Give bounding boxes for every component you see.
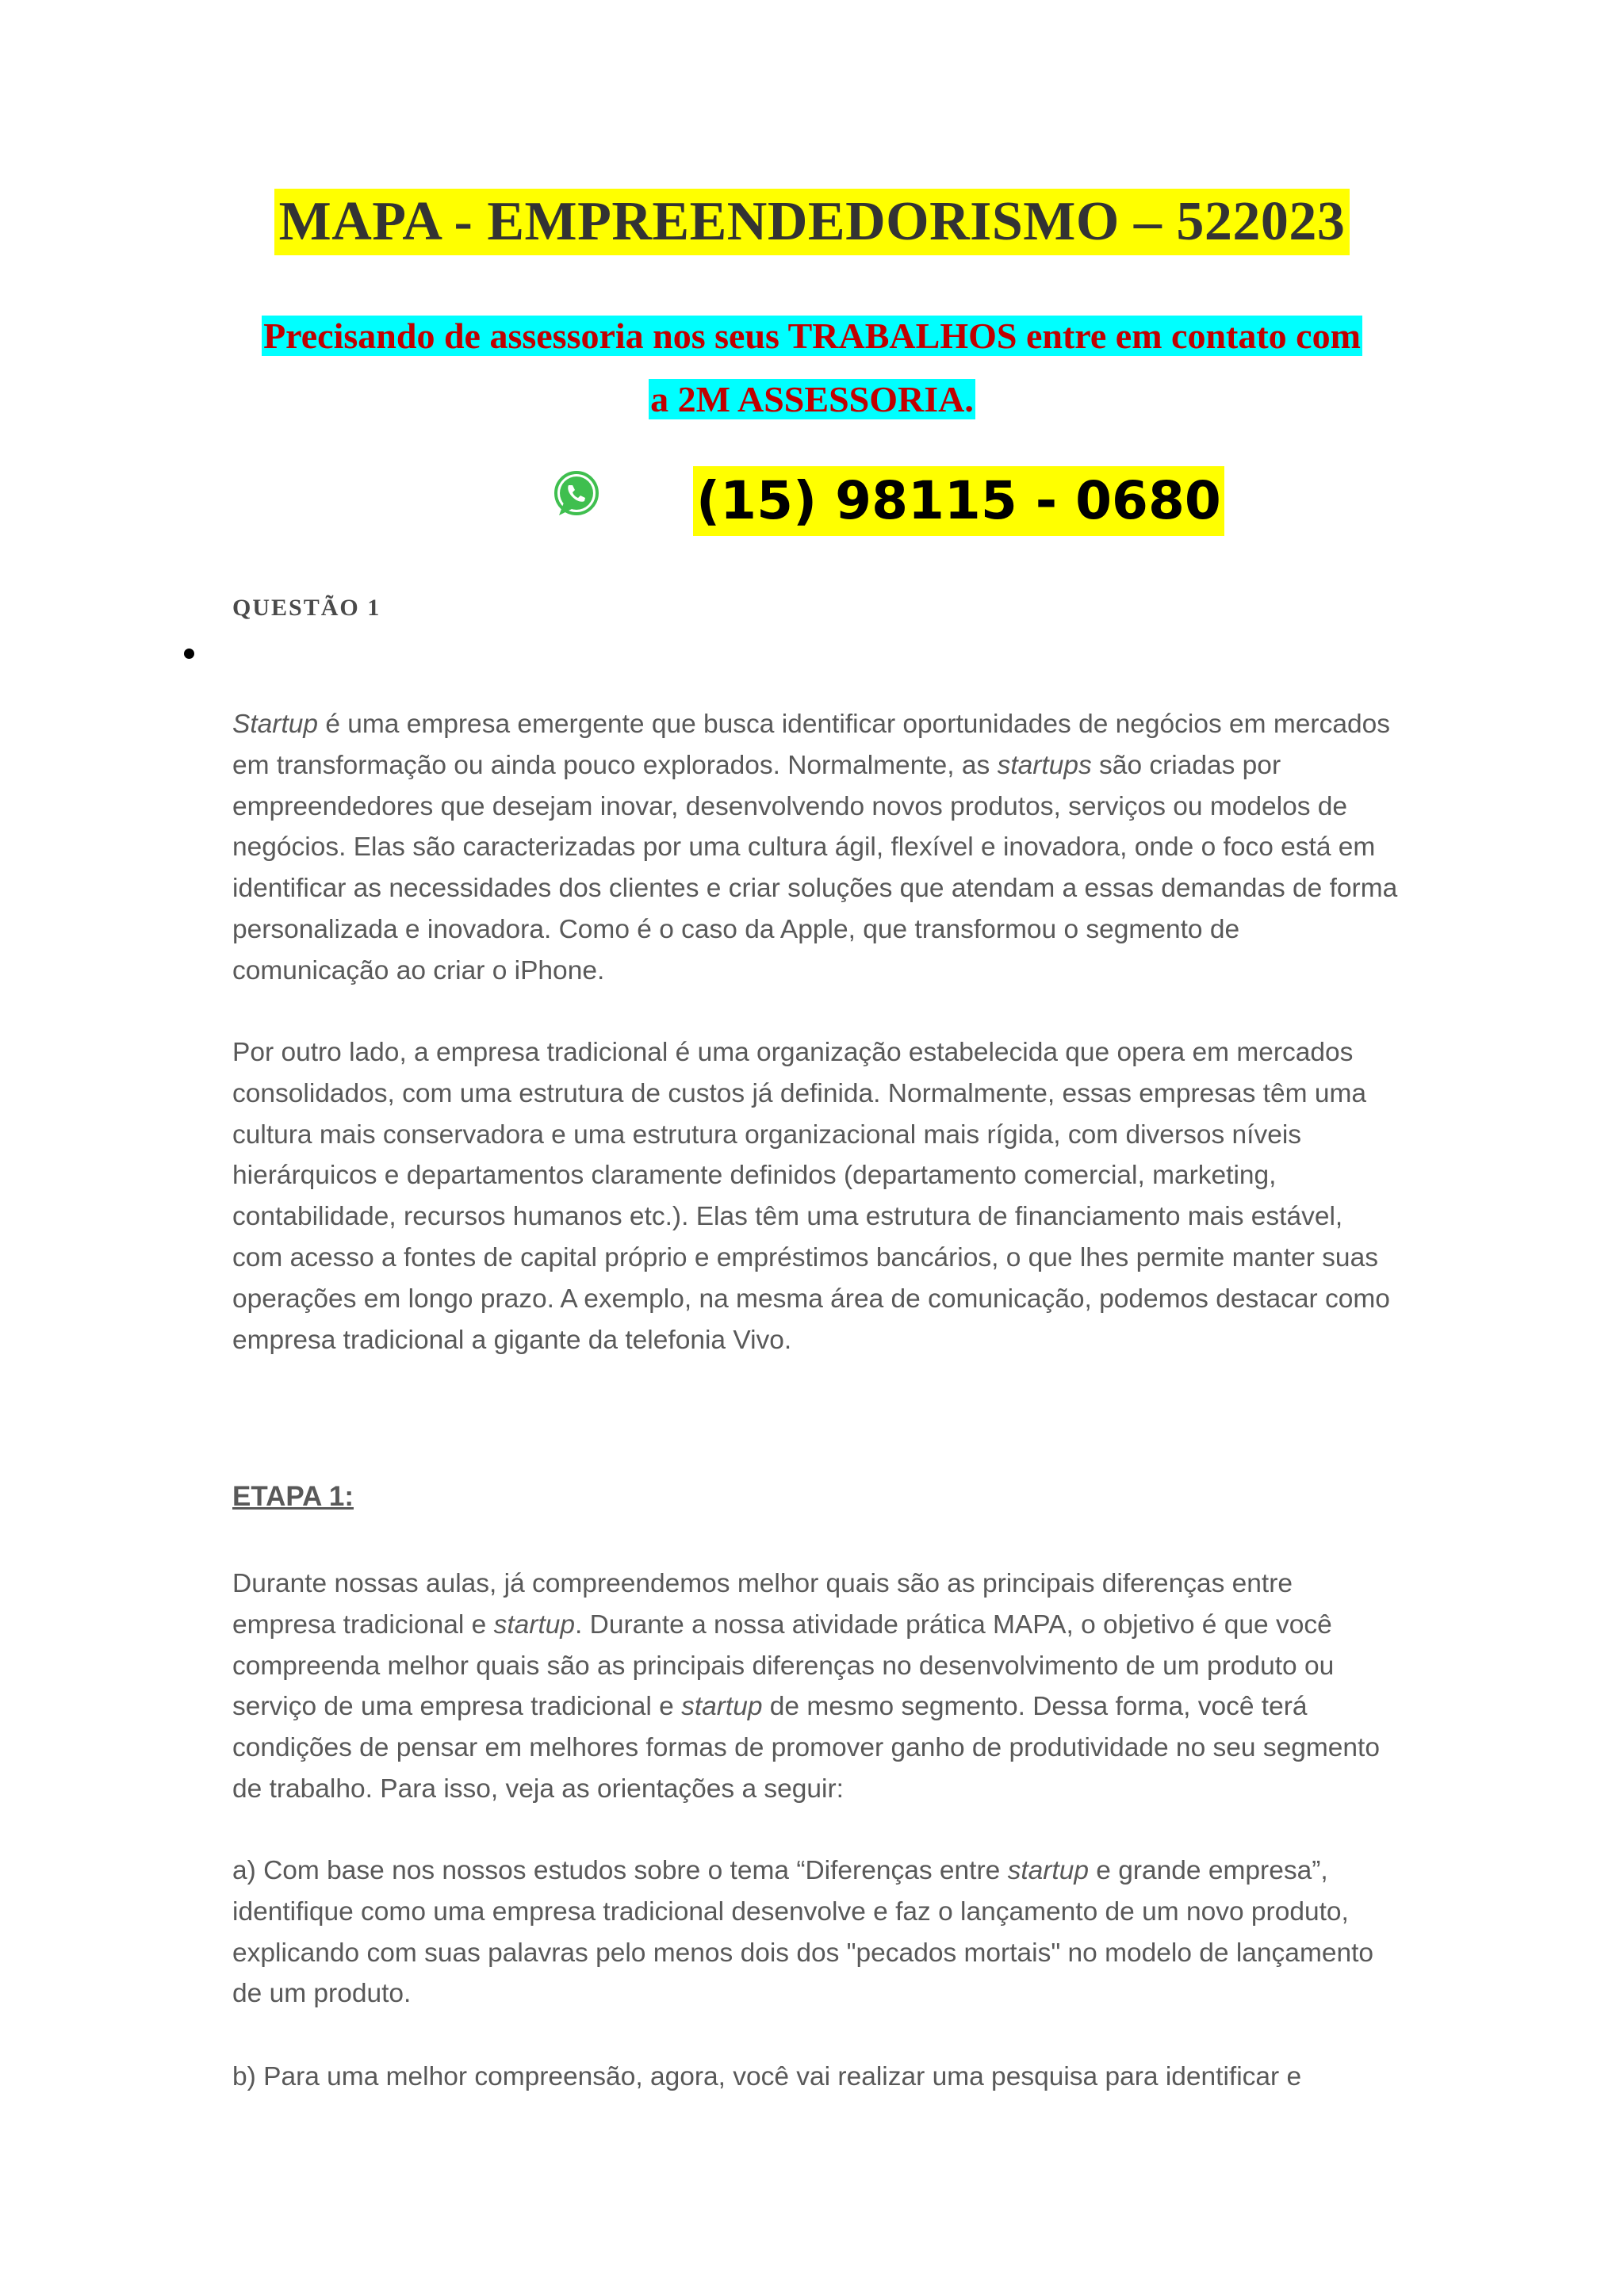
paragraph-etapa-intro [232,1563,1398,1810]
bullet-point [184,649,194,659]
startup-term: Startup [232,710,319,739]
question-label: QUESTÃO 1 [232,595,381,621]
paragraph-item-b: b) Para uma melhor compreensão, agora, você vai realizar uma pesquisa para identificar e [232,2062,1302,2091]
paragraph-text: de mesmo segmento. Dessa forma, você terá condições de pensar em melhores formas de promover ganho de produtividade no seu segmento de trabalho. Para isso, veja as orientações a seguir: [232,1692,1380,1804]
promo-line-1: Precisando de assessoria nos seus TRABALHOS entre em contato com [263,316,1361,356]
paragraph-startup-definition [232,704,1398,992]
paragraph-text: a) Com base nos nossos estudos sobre o tema “Diferenças entre [232,1856,1008,1885]
title-container [0,189,1624,255]
paragraph-text: é uma empresa emergente que busca identificar oportunidades de negócios em mercados em transformação ou ainda pouco explorados. Normalmente, as [232,710,1390,780]
startup-term: startup [493,1609,576,1640]
paragraph-text: . Durante a nossa atividade prática MAPA, o objetivo é que você compreenda melhor quais são as principais diferenças no desenvolvimento de um produto ou serviço de uma empresa tradicional e [232,1609,1335,1722]
whatsapp-icon [551,469,602,520]
contact-row [0,466,1624,538]
startup-term: startup [681,1692,763,1722]
phone-number: (15) 98115 - 0680 [693,466,1224,536]
startups-term: startups [997,750,1092,780]
promo-banner [0,304,1624,431]
etapa-heading: ETAPA 1: [232,1481,354,1512]
paragraph-text: Durante nossas aulas, já compreendemos melhor quais são as principais diferenças entre empresa tradicional e [232,1569,1293,1640]
paragraph-traditional-company: Por outro lado, a empresa tradicional é uma organização estabelecida que opera em mercados consolidados, com uma estrutura de custos já definida. Normalmente, essas empresas têm uma cultura mais conservadora e uma estrutura organizacional mais rígida, com diversos níveis hierárquicos e departamentos claramente definidos (departamento comercial, marketing, contabilidade, recursos humanos etc.). Elas têm uma estrutura de financiamento mais estável, com acesso a fontes de capital próprio e empréstimos bancários, o que lhes permite manter suas operações em longo prazo. A exemplo, na mesma área de comunicação, podemos destacar como empresa tradicional a gigante da telefonia Vivo. [232,1038,1390,1355]
startup-term: startup [1007,1856,1089,1885]
document-title: MAPA - EMPREENDEDORISMO – 522023 [274,189,1350,255]
paragraph-text: são criadas por empreendedores que desejam inovar, desenvolvendo novos produtos, serviços ou modelos de negócios. Elas são caracterizadas por uma cultura ágil, flexível e inovadora, onde o foco está em identificar as necessidades dos clientes e criar soluções que atendam a essas demandas de forma personalizada e inovadora. Como é o caso da Apple, que transformou o segmento de comunicação ao criar o iPhone. [232,750,1398,985]
promo-line-2: a 2M ASSESSORIA. [650,379,974,419]
paragraph-item-a [232,1850,1398,2015]
paragraph-text: e grande empresa”, identifique como uma empresa tradicional desenvolve e faz o lançamento de um novo produto, explicando com suas palavras pelo menos dois dos "pecados mortais" no modelo de lançamento de um produto. [232,1856,1374,2009]
